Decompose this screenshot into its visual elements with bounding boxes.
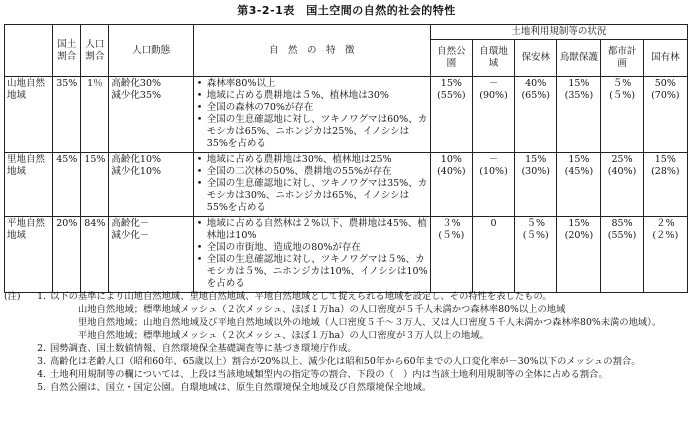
conservation-area-value: － (90%) xyxy=(472,77,514,153)
city-planning-value: 85% (55%) xyxy=(601,217,643,293)
corner-cell xyxy=(5,25,53,77)
feature-item: • 地域に占める農耕地は５%、植林地は30% xyxy=(205,90,428,102)
features-cell xyxy=(193,217,430,293)
note-text: 自然公園は、国立・国定公園。自環地域は、原生自然環境保全地域及び自然環境保全地域。 xyxy=(50,382,432,393)
header-natural-park: 自然公園 xyxy=(430,40,472,77)
note-item xyxy=(4,342,688,355)
feature-item: • 全国の生息確認地に対し、ツキノワグマは60%、カモシカは65%、ニホンジカは25%、イノシシは35%を占める xyxy=(205,114,428,150)
conservation-area-value: 0 xyxy=(472,217,514,293)
table-row xyxy=(5,217,688,293)
header-protection-forest: 保安林 xyxy=(515,40,557,77)
note-number: 5. xyxy=(37,382,46,393)
feature-item: • 森林率80%以上 xyxy=(205,78,428,90)
header-pop-trend: 人口動態 xyxy=(109,25,193,77)
header-city-planning: 都市計画 xyxy=(601,40,643,77)
feature-item: • 全国の二次林の50%、農耕地の55%が存在 xyxy=(205,166,428,178)
note-text: 国勢調査、国土数値情報、自然環境保全基礎調査等に基づき環境庁作成。 xyxy=(50,343,357,354)
region-name: 平地自然 地域 xyxy=(5,217,53,293)
wildlife-protection-value: 15% (20%) xyxy=(557,217,601,293)
natural-park-value: ３% (５%) xyxy=(430,217,472,293)
pop-ratio: 84% xyxy=(81,217,109,293)
region-name: 山地自然 地域 xyxy=(5,77,53,153)
note-number: 4. xyxy=(37,369,46,380)
pop-trend: 高齢化－ 減少化－ xyxy=(109,217,193,293)
protection-forest-value: ５% (５%) xyxy=(515,217,557,293)
land-ratio: 35% xyxy=(53,77,81,153)
note-number: 2. xyxy=(37,343,46,354)
feature-item: • 全国の生息確認地に対し、ツキノワグマは５%、カモシカは５%、ニホンジカは10%、イノシシは10%を占める xyxy=(205,254,428,290)
header-land-use-group: 土地利用規制等の状況 xyxy=(430,25,687,40)
note-text: 平地自然地域；標準地域メッシュ（２次メッシュ、ほぼ１万ha）の人口密度が３万人以上の地域。 xyxy=(78,330,489,341)
note-text: 高齢化は老齢人口（昭和60年、65歳以上）割合が20%以上、減少化は昭和50年から60年までの人口変化率が－30%以下のメッシュの割合。 xyxy=(50,356,641,367)
feature-item: • 地域に占める農耕地は30%、植林地は25% xyxy=(205,154,428,166)
feature-item: • 全国の生息確認地に対し、ツキノワグマは35%、カモシカは30%、ニホンジカは65%、イノシシは55%を占める xyxy=(205,178,428,214)
national-forest-value: 50% (70%) xyxy=(643,77,687,153)
pop-trend: 高齢化10% 減少化10% xyxy=(109,153,193,217)
note-number: 1. xyxy=(37,291,46,302)
feature-item: • 全国の市街地、造成地の80%が存在 xyxy=(205,242,428,254)
pop-trend: 高齢化30% 減少化35% xyxy=(109,77,193,153)
note-item xyxy=(4,290,688,303)
national-forest-value: 15% (28%) xyxy=(643,153,687,217)
land-ratio: 20% xyxy=(53,217,81,293)
note-text: 以下の基準により山地自然地域、里地自然地域、平地自然地域として捉えられる地域を設定し、その特性を表したもの。 xyxy=(50,291,552,302)
note-text: 里地自然地域；山地自然地域及び平地自然地域以外の地域（人口密度５千～３万人、又は人口密度５千人未満かつ森林率80%未満の地域）。 xyxy=(78,317,662,328)
pop-ratio: 15% xyxy=(81,153,109,217)
note-number: 3. xyxy=(37,356,46,367)
header-row-1 xyxy=(5,25,688,40)
natural-park-value: 15% (55%) xyxy=(430,77,472,153)
header-wildlife-protection: 鳥獣保護 xyxy=(557,40,601,77)
header-conservation-area: 自環地域 xyxy=(472,40,514,77)
wildlife-protection-value: 15% (45%) xyxy=(557,153,601,217)
notes-section xyxy=(4,290,688,394)
conservation-area-value: － (10%) xyxy=(472,153,514,217)
national-forest-value: ２% (２%) xyxy=(643,217,687,293)
note-subitem xyxy=(4,316,688,329)
region-name: 里地自然 地域 xyxy=(5,153,53,217)
header-national-forest: 国有林 xyxy=(643,40,687,77)
header-features: 自 然 の 特 徴 xyxy=(193,25,430,77)
features-cell xyxy=(193,153,430,217)
protection-forest-value: 15% (30%) xyxy=(515,153,557,217)
characteristics-table xyxy=(4,24,688,293)
feature-item: • 地域に占める自然林は２%以下、農耕地は45%、植林地は10% xyxy=(205,218,428,242)
note-item xyxy=(4,355,688,368)
table-title: 第3-2-1表 国土空間の自然的社会的特性 xyxy=(237,4,456,17)
note-subitem xyxy=(4,329,688,342)
city-planning-value: 25% (40%) xyxy=(601,153,643,217)
feature-item: • 全国の森林の70%が存在 xyxy=(205,102,428,114)
natural-park-value: 10% (40%) xyxy=(430,153,472,217)
features-cell xyxy=(193,77,430,153)
city-planning-value: ５% (５%) xyxy=(601,77,643,153)
notes-label: (注) xyxy=(4,291,21,302)
note-text: 土地利用規制等の欄については、上段は当該地域類型内の指定等の割合、下段の（ ）内は当該土地利用規制等の全体に占める割合。 xyxy=(50,369,608,380)
land-ratio: 45% xyxy=(53,153,81,217)
note-subitem xyxy=(4,303,688,316)
note-item xyxy=(4,381,688,394)
note-text: 山地自然地域；標準地域メッシュ（２次メッシュ、ほぼ１万ha）の人口密度が５千人未満かつ森林率80%以上の地域 xyxy=(78,304,566,315)
header-pop-ratio: 人口割合 xyxy=(81,25,109,77)
table-row xyxy=(5,153,688,217)
wildlife-protection-value: 15% (35%) xyxy=(557,77,601,153)
header-land-ratio: 国土割合 xyxy=(53,25,81,77)
pop-ratio: 1％ xyxy=(81,77,109,153)
table-row xyxy=(5,77,688,153)
protection-forest-value: 40% (65%) xyxy=(515,77,557,153)
note-item xyxy=(4,368,688,381)
